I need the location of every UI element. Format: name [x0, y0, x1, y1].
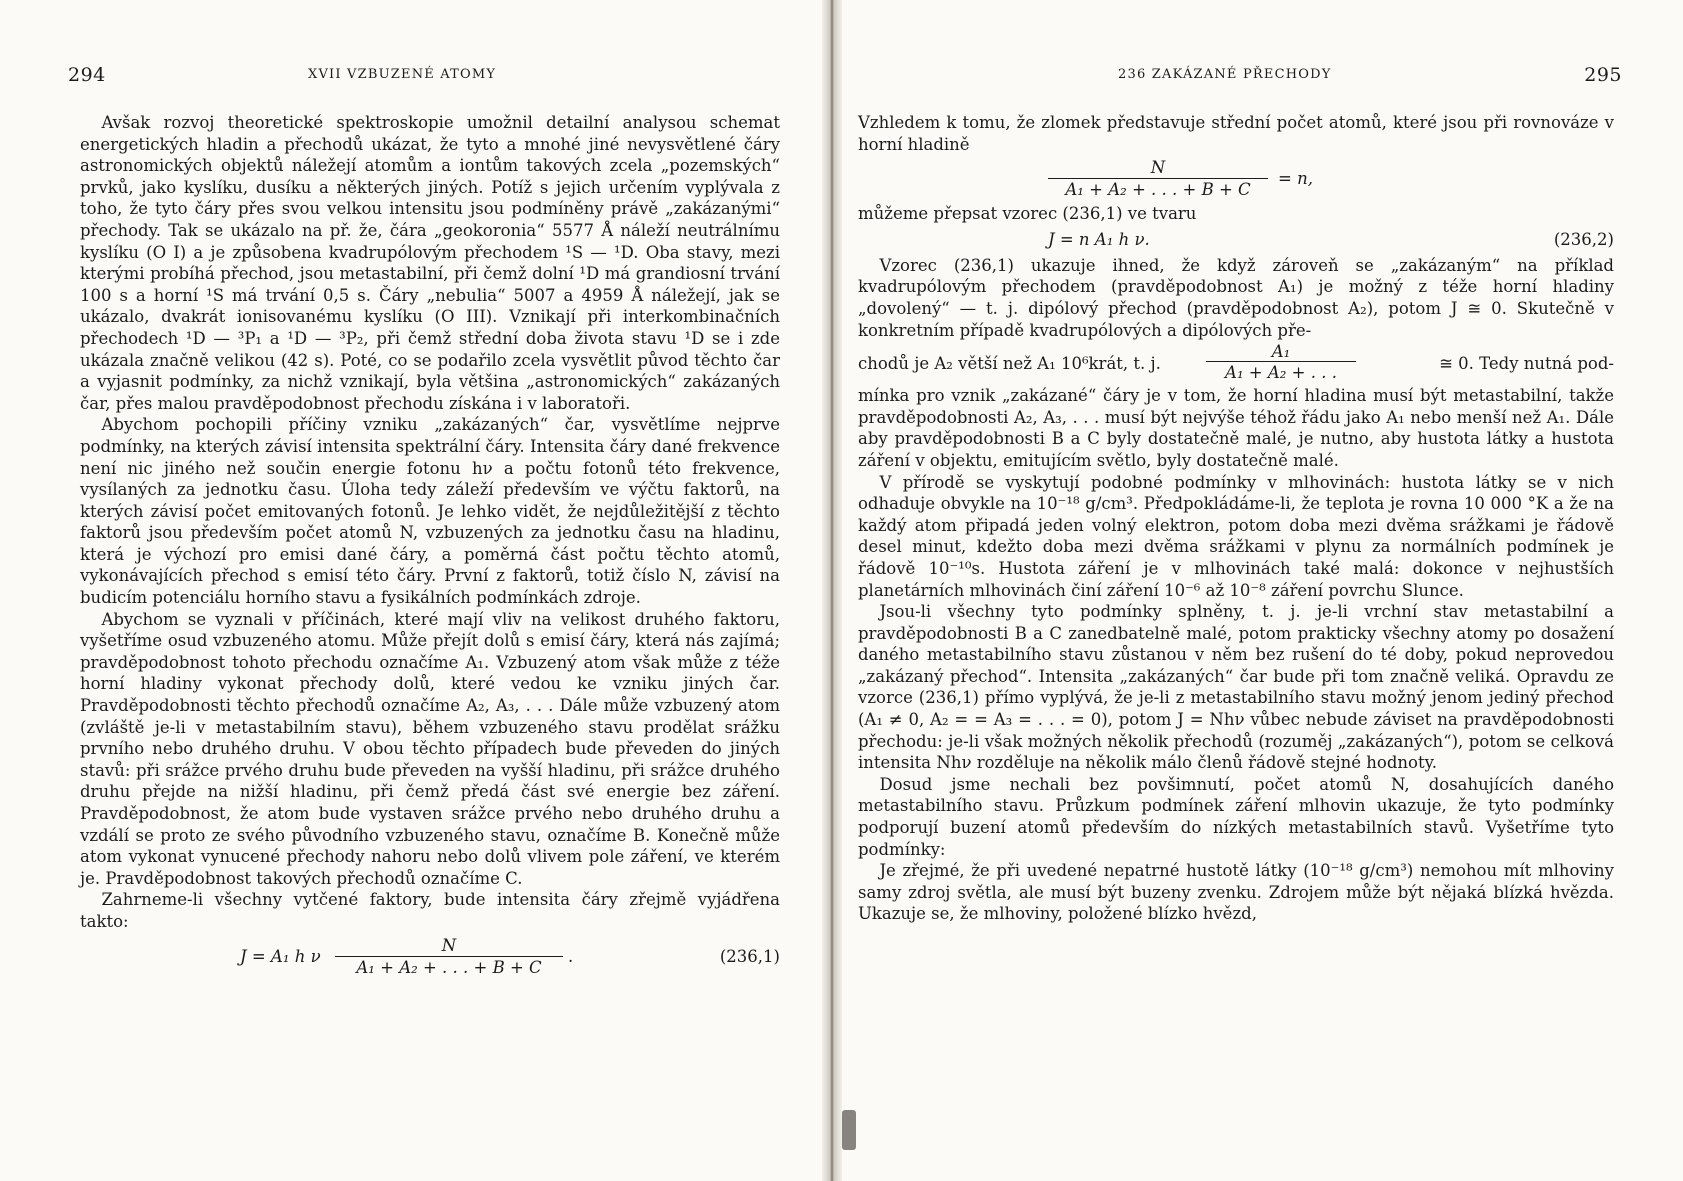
inline-fraction-line [858, 341, 1614, 385]
equation-lhs: J = A₁ h ν [240, 946, 321, 966]
equation-n [858, 157, 1614, 201]
left-page-text [80, 112, 780, 981]
right-page [842, 0, 1683, 1181]
inline-fraction-after: ≅ 0. Tedy nutná pod- [1439, 354, 1614, 374]
right-page-header [862, 64, 1622, 88]
inline-fraction-denominator: A₁ + A₂ + . . . [1225, 363, 1337, 383]
right-page-number: 295 [1584, 64, 1622, 86]
equation-236-1 [80, 935, 780, 979]
left-paragraph-2: Abychom pochopili příčiny vzniku „zakázaných“ čar, vysvětlíme nejprve podmínky, na kterých závisí intensita spektrální čáry. Intensita čáry dané frekvence není nic jiného než součin energie fotonu hν a počtu fotonů této frekvence, vysílaných za jednotku času. Úloha tedy záleží především ve výčtu faktorů, na kterých závisí počet emitovaných fotonů. Je lehko vidět, že nejdůležitější z těchto faktorů jsou především počet atomů N, vzbuzených za jednotku času na hladinu, která je výchozí pro emisi dané čáry, a poměrná část počtu těchto atomů, vykonávajících přechod s emisí této čáry. První z faktorů, totiž číslo N, závisí na budicím potenciálu horního stavu a fysikálních podmínkách zdroje. [80, 415, 780, 608]
right-paragraph-2: V přírodě se vyskytují podobné podmínky v mlhovinách: hustota látky se v nich odhaduje obvykle na 10⁻¹⁸ g/cm³. Předpokládáme-li, že teplota je rovna 10 000 °K a že na každý atom připadá jeden volný elektron, potom doba mezi dvěma srážkami je řádově desel minut, kdežto doba mezi dvěma srážkami v plynu za normálních podmínek je řádově 10⁻¹⁰s. Hustota záření je v mlhovinách také malá: dokonce v nejhustších planetárních mlhovinách činí záření 10⁻⁶ až 10⁻⁸ záření povrchu Slunce. [858, 472, 1614, 600]
left-page-number: 294 [68, 64, 106, 86]
equation-236-2 [858, 227, 1614, 253]
right-paragraph-4: Dosud jsme nechali bez povšimnutí, počet atomů N, dosahujících daného metastabilního stavu. Průzkum podmínek záření mlhovin ukazuje, že tyto podmínky podporují buzení atomů především do nízkých metastabilních stavů. Vyšetříme tyto podmínky: [858, 774, 1614, 859]
right-paragraph-3: Jsou-li všechny tyto podmínky splněny, t. j. je-li vrchní stav metastabilní a pravděpodobnosti B a C zanedbatelně malé, potom prakticky všechny atomy po dosažení daného metastabilního stavu zůstanou v něm bez rušení do té doby, pokud neprovedou „zakázaný přechod“. Intensita „zakázaných“ čar bude při tom značně veliká. Opravdu ze vzorce (236,1) přímo vyplývá, že je-li z metastabilního stavu možný jenom jediný přechod (A₁ ≠ 0, A₂ = = A₃ = . . . = 0), potom J = Nhν vůbec nebude záviset na pravděpodobnosti přechodu: je-li však možných několik přechodů (rozuměj „zakázaných“), potom se celková intensita Nhν rozděluje na několik málo členů řádově stejné hodnoty. [858, 602, 1614, 773]
equation-n-rhs: = n, [1278, 169, 1313, 189]
equation-denominator: A₁ + A₂ + . . . + B + C [356, 957, 542, 977]
equation-numerator: N [441, 935, 457, 955]
inline-fraction [1206, 341, 1356, 382]
equation-n-numerator: N [1150, 158, 1166, 178]
equation-n-denominator: A₁ + A₂ + . . . + B + C [1065, 180, 1251, 200]
right-rewrite-line: můžeme přepsat vzorec (236,1) ve tvaru [858, 204, 1197, 224]
equation-fraction [335, 935, 563, 978]
equation-236-2-expr: J = n A₁ h ν. [1048, 229, 1150, 249]
equation-n-fraction [1048, 157, 1268, 200]
left-paragraph-1: Avšak rozvoj theoretické spektroskopie umožnil detailní analysou schemat energetických hladin a přechodů ukázat, že tyto a mnohé jiné nevysvětlené čáry astronomických objektů náležejí atomům a iontům takových zcela „pozemských“ prvků, jako kyslíku, dusíku a některých jiných. Potíž s jejich určením vyplývala z toho, že tyto čáry přes svou velkou intensitu jsou podmíněny právě „zakázanými“ přechody. Tak se ukázalo na př. že, čára „geokoronia“ 5577 Å náleží neutrálnímu kyslíku (O I) a je způsobena kvadrupólovým přechodem ¹S — ¹D. Oba stavy, mezi kterými probíhá přechod, jsou metastabilní, při čemž dolní ¹D má grandiosní trvání 100 s a horní ¹S má trvání 0,5 s. Čáry „nebulia“ 5007 a 4959 Å náležejí, jak se ukázalo, dvakrát ionisovanému kyslíku (O III). Vznikají při interkombinačních přechodech ¹D — ³P₁ a ¹D — ³P₂, při čemž střední doba života stavu ¹D se i zde ukázala značně velikou (42 s). Poté, co se podařilo zcela vysvětlit původ těchto čar a vyjasnit podmínky, za nichž vznikají, byla většina „astronomických“ zakázaných čar, přes malou pravděpodobnost přechodu získána i v laboratoři. [80, 113, 780, 413]
right-intro: Vzhledem k tomu, že zlomek představuje střední počet atomů, které jsou při rovnováze v horní hladině [858, 113, 1614, 154]
right-running-head: 236 ZAKÁZANÉ PŘECHODY [1118, 67, 1332, 82]
right-page-text [858, 112, 1614, 925]
inline-fraction-before: chodů je A₂ větší než A₁ 10⁶krát, t. j. [858, 354, 1161, 374]
right-paragraph-1a: Vzorec (236,1) ukazuje ihned, že když zároveň se „zakázaným“ na příklad kvadrupólovým přechodem (pravděpodobnost A₁) je možný z téže horní hladiny „dovolený“ — t. j. dipólový přechod (pravděpodobnost A₂), potom J ≅ 0. Skutečně v konkretním případě kvadrupólových a dipólových pře- [858, 255, 1614, 340]
binding-mark [842, 1110, 856, 1150]
inline-fraction-numerator: A₁ [1271, 342, 1291, 362]
equation-tag: (236,1) [719, 946, 780, 966]
left-page-header [68, 64, 784, 88]
right-paragraph-5: Je zřejmé, že při uvedené nepatrné hustotě látky (10⁻¹⁸ g/cm³) nemohou mít mlhoviny samy zdroj světla, ale musí být buzeny zvenku. Zdrojem může být nějaká blízká hvězda. Ukazuje se, že mlhoviny, položené blízko hvězd, [858, 861, 1614, 924]
right-paragraph-1b: mínka pro vznik „zakázané“ čáry je v tom, že horní hladina musí být metastabilní, takže pravděpodobnosti A₂, A₃, . . . musí být nejvýše téhož řádu jako A₁ nebo menší než A₁. Dále aby pravděpodobnosti B a C byly dostatečně malé, je nutno, aby hustota látky a hustota záření v objektu, emitujícím světlo, byly dostatečně malé. [858, 386, 1614, 470]
left-running-head: XVII VZBUZENÉ ATOMY [308, 67, 497, 82]
book-gutter [822, 0, 842, 1181]
left-paragraph-3: Abychom se vyznali v příčinách, které mají vliv na velikost druhého faktoru, vyšetříme osud vzbuzeného atomu. Může přejít dolů s emisí čáry, která nás zajímá; pravděpodobnost tohoto přechodu označíme A₁. Vzbuzený atom však může z téže horní hladiny vykonat přechody dolů, které vedou ke vzniku jiných čar. Pravděpodobnosti těchto přechodů označíme A₂, A₃, . . . Dále může vzbuzený atom (zvláště je-li v metastabilním stavu), během vzbuzeného stavu prodělat srážku prvního nebo druhého druhu. V obou těchto případech bude převeden do jiných stavů: při srážce prvého druhu bude převeden na vyšší hladinu, při srážce druhého druhu přejde na nižší hladinu, při čemž předá část své energie bez záření. Pravděpodobnost, že atom bude vystaven srážce prvého nebo druhého druhu a vzdálí se proto ze svého původního vzbuzeného stavu, označíme B. Konečně může atom vykonat vynucené přechody nahoru nebo dolů vlivem pole záření, ve kterém je. Pravděpodobnost takových přechodů označíme C. [80, 609, 780, 888]
left-page [0, 0, 822, 1181]
equation-236-2-tag: (236,2) [1553, 229, 1614, 249]
left-paragraph-4: Zahrneme-li všechny vytčené faktory, bude intensita čáry zřejmě vyjádřena takto: [80, 890, 780, 931]
equation-trail: . [568, 946, 574, 966]
